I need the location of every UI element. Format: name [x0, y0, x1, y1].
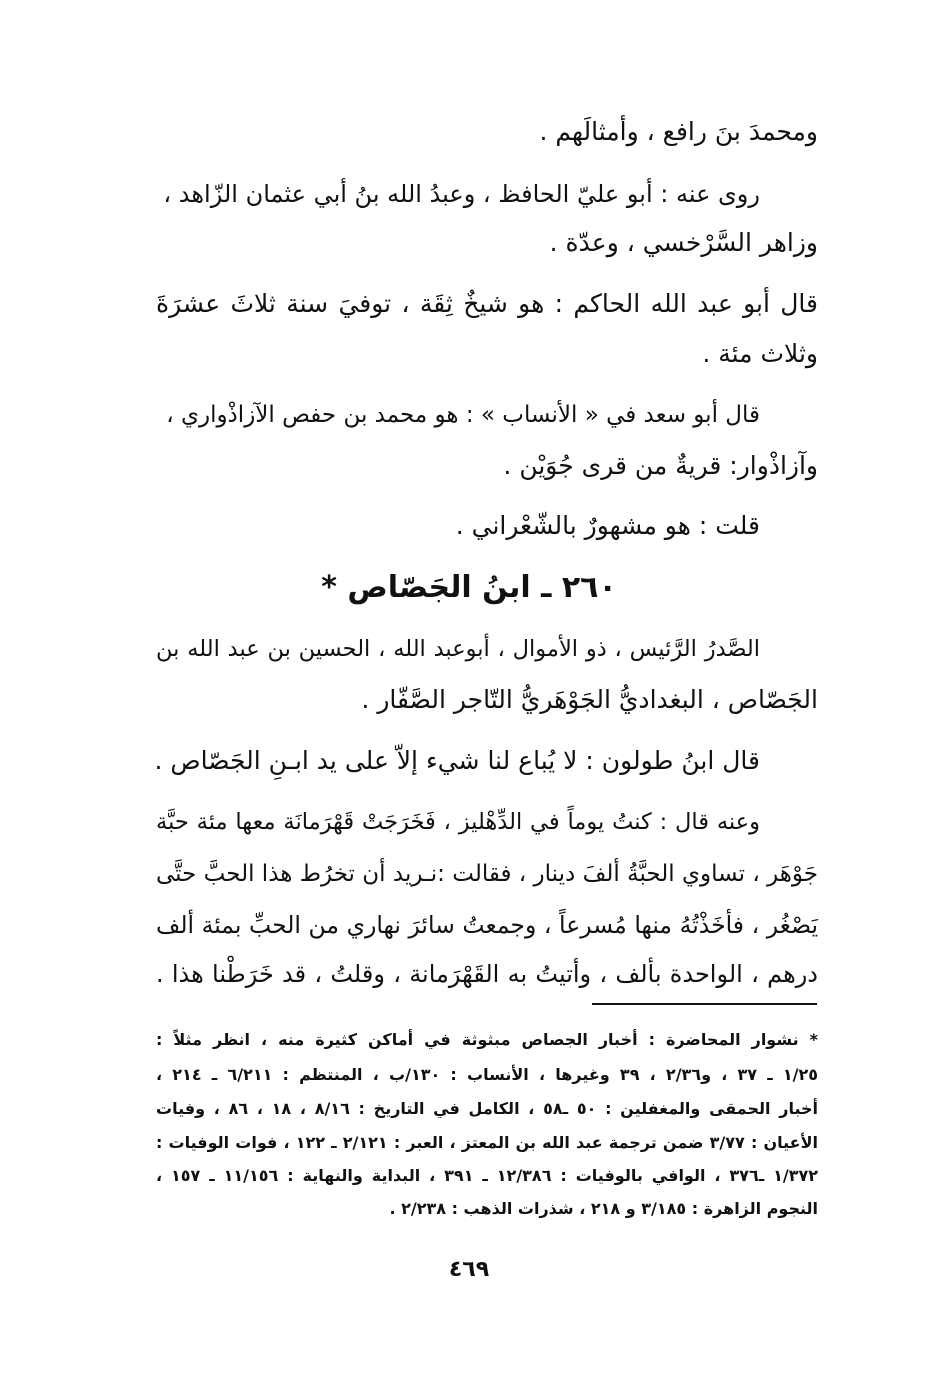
entry-line: الجَصّاص ، البغداديُّ الجَوْهَريُّ التّاجر الصَّفّار . [361, 685, 818, 714]
footnote-line: النجوم الزاهرة : ٣/١٨٥ و ٢١٨ ، شذرات الذهب : ٢/٢٣٨ . [389, 1199, 818, 1218]
body-line: ومحمدَ بنَ رافع ، وأمثالَهم . [539, 117, 818, 146]
body-line: وثلاث مئة . [702, 339, 818, 368]
body-line: قال أبو سعد في « الأنساب » : هو محمد بن حفص الآزاذْواري ، [166, 402, 760, 428]
body-line: وزاهر السَّرْخسي ، وعدّة . [549, 228, 818, 257]
footnote-line: الأعيان : ٣/٧٧ ضمن ترجمة عبد الله بن المعتز ، العبر : ٢/١٢١ ـ ١٢٢ ، فوات الوفيات : [156, 1133, 818, 1152]
page-number: ٤٦٩ [448, 1257, 490, 1282]
entry-heading: ٢٦٠ ـ ابنُ الجَصّاص * [321, 570, 617, 605]
entry-line: يَصْغُر ، فأخَذْتُهُ منها مُسرعاً ، وجمعتُ سائرَ نهاري من الحبِّ بمئة ألف [156, 911, 818, 939]
body-line: قال أبو عبد الله الحاكم : هو شيخٌ ثِقَة ، توفيَ سنة ثلاثَ عشرَةَ [156, 289, 818, 318]
footnote-line: أخبار الحمقى والمغفلين : ٥٠ ـ٥٨ ، الكامل في التاريخ : ٨/١٦ ، ١٨ ، ٨٦ ، وفيات [156, 1099, 819, 1118]
body-line: روى عنه : أبو عليّ الحافظ ، وعبدُ الله بنُ أبي عثمان الزّاهد ، [163, 180, 760, 208]
footnote-line: * نشوار المحاضرة : أخبار الجصاص مبثوثة في أماكن كثيرة منه ، انظر مثلاً : [156, 1030, 818, 1049]
body-line: وآزاذْوار: قريةٌ من قرى جُوَيْن . [503, 451, 818, 480]
entry-line: وعنه قال : كنتُ يوماً في الدِّهْليز ، فَخَرَجَتْ قَهْرَمانَة معها مئة حبَّة [156, 809, 760, 835]
body-line: قلت : هو مشهورٌ بالشّعْراني . [455, 511, 760, 540]
entry-line: درهم ، الواحدة بألف ، وأتيتُ به القَهْرَمانة ، وقلتُ ، قد خَرَطْنا هذا . [156, 960, 818, 988]
entry-line: قال ابنُ طولون : لا يُباع لنا شيء إلاّ على يد ابـنِ الجَصّاص . [154, 746, 760, 775]
footnote-line: ١/٣٧٢ ـ٣٧٦ ، الوافي بالوفيات : ١٢/٣٨٦ ـ ٣٩١ ، البداية والنهاية : ١١/١٥٦ ـ ١٥٧ ، [156, 1166, 819, 1185]
footnote-separator [592, 1003, 817, 1005]
footnote-line: ١/٢٥ ـ ٣٧ ، و٢/٣٦ ، ٣٩ وغيرها ، الأنساب : ١٣٠/ب ، المنتظم : ٦/٢١١ ـ ٢١٤ ، [156, 1065, 819, 1084]
entry-line: جَوْهَر ، تساوي الحبَّةُ ألفَ دينار ، فقالت :نـريد أن تخرُط هذا الحبَّ حتَّى [156, 861, 818, 887]
entry-line: الصَّدرُ الرَّئيس ، ذو الأموال ، أبوعبد الله ، الحسين بن عبد الله بن [156, 636, 760, 662]
